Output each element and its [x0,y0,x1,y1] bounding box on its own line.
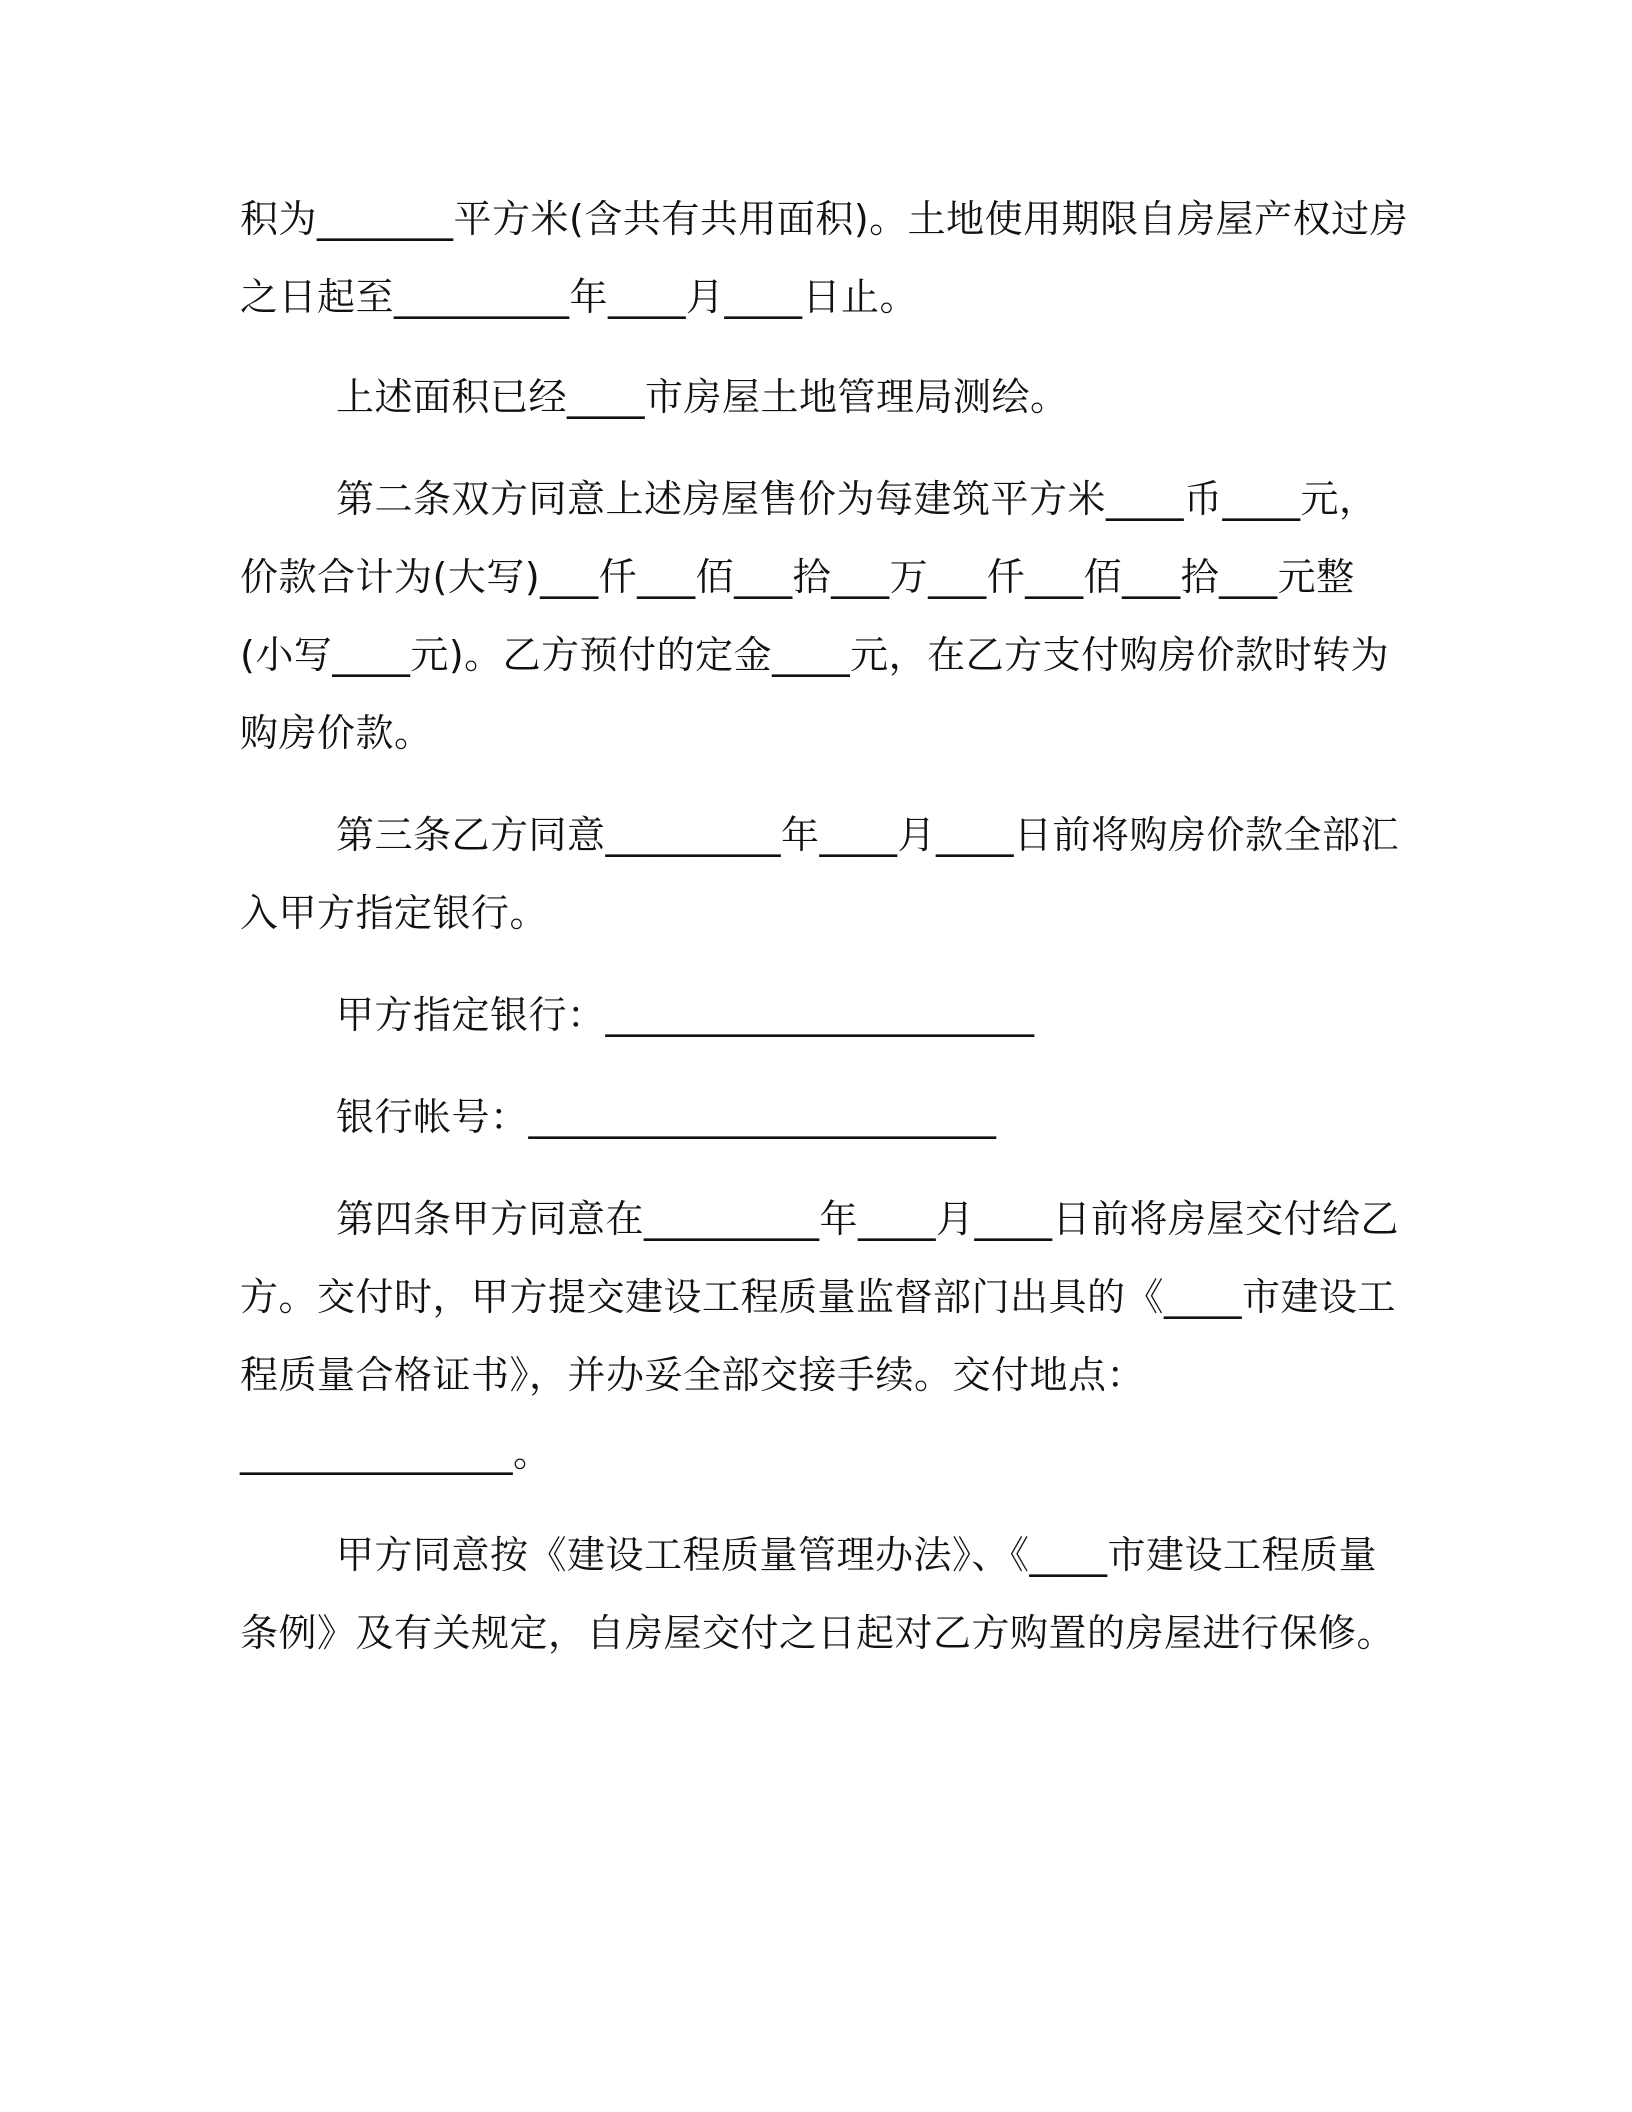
text-line-land-term: 之日起至_________年____月____日止。 [240,275,919,319]
text-line-designated-bank: 甲方指定银行：______________________ [336,993,1035,1037]
text-line-delivery: 方。交付时，甲方提交建设工程质量监督部门出具的《____市建设工 [240,1275,1397,1319]
text-line-delivery-place: ______________。 [240,1431,552,1475]
text-line-article-4: 第四条甲方同意在_________年____月____日前将房屋交付给乙 [336,1197,1400,1241]
text-line-warranty: 甲方同意按《建设工程质量管理办法》、《____市建设工程质量 [336,1533,1378,1577]
text-line-survey: 上述面积已经____市房屋土地管理局测绘。 [336,375,1069,419]
text-line-bank-account: 银行帐号：________________________ [336,1095,997,1139]
text-line-regulations: 条例》及有关规定，自房屋交付之日起对乙方购置的房屋进行保修。 [240,1611,1396,1655]
text-line-deposit: (小写____元)。乙方预付的定金____元，在乙方支付购房价款时转为 [240,633,1390,677]
text-line-certificate: 程质量合格证书》，并办妥全部交接手续。交付地点： [240,1353,1146,1397]
text-line-article-3: 第三条乙方同意_________年____月____日前将购房价款全部汇 [336,813,1400,857]
text-line-price-capital: 价款合计为(大写)___仟___佰___拾___万___仟___佰___拾___元整 [240,555,1355,599]
text-line-area: 积为_______平方米(含共有共用面积)。土地使用期限自房屋产权过房 [240,197,1409,241]
text-line-purchase-price: 购房价款。 [240,711,433,755]
text-line-bank: 入甲方指定银行。 [240,891,549,935]
text-line-article-2: 第二条双方同意上述房屋售价为每建筑平方米____币____元， [336,477,1378,521]
